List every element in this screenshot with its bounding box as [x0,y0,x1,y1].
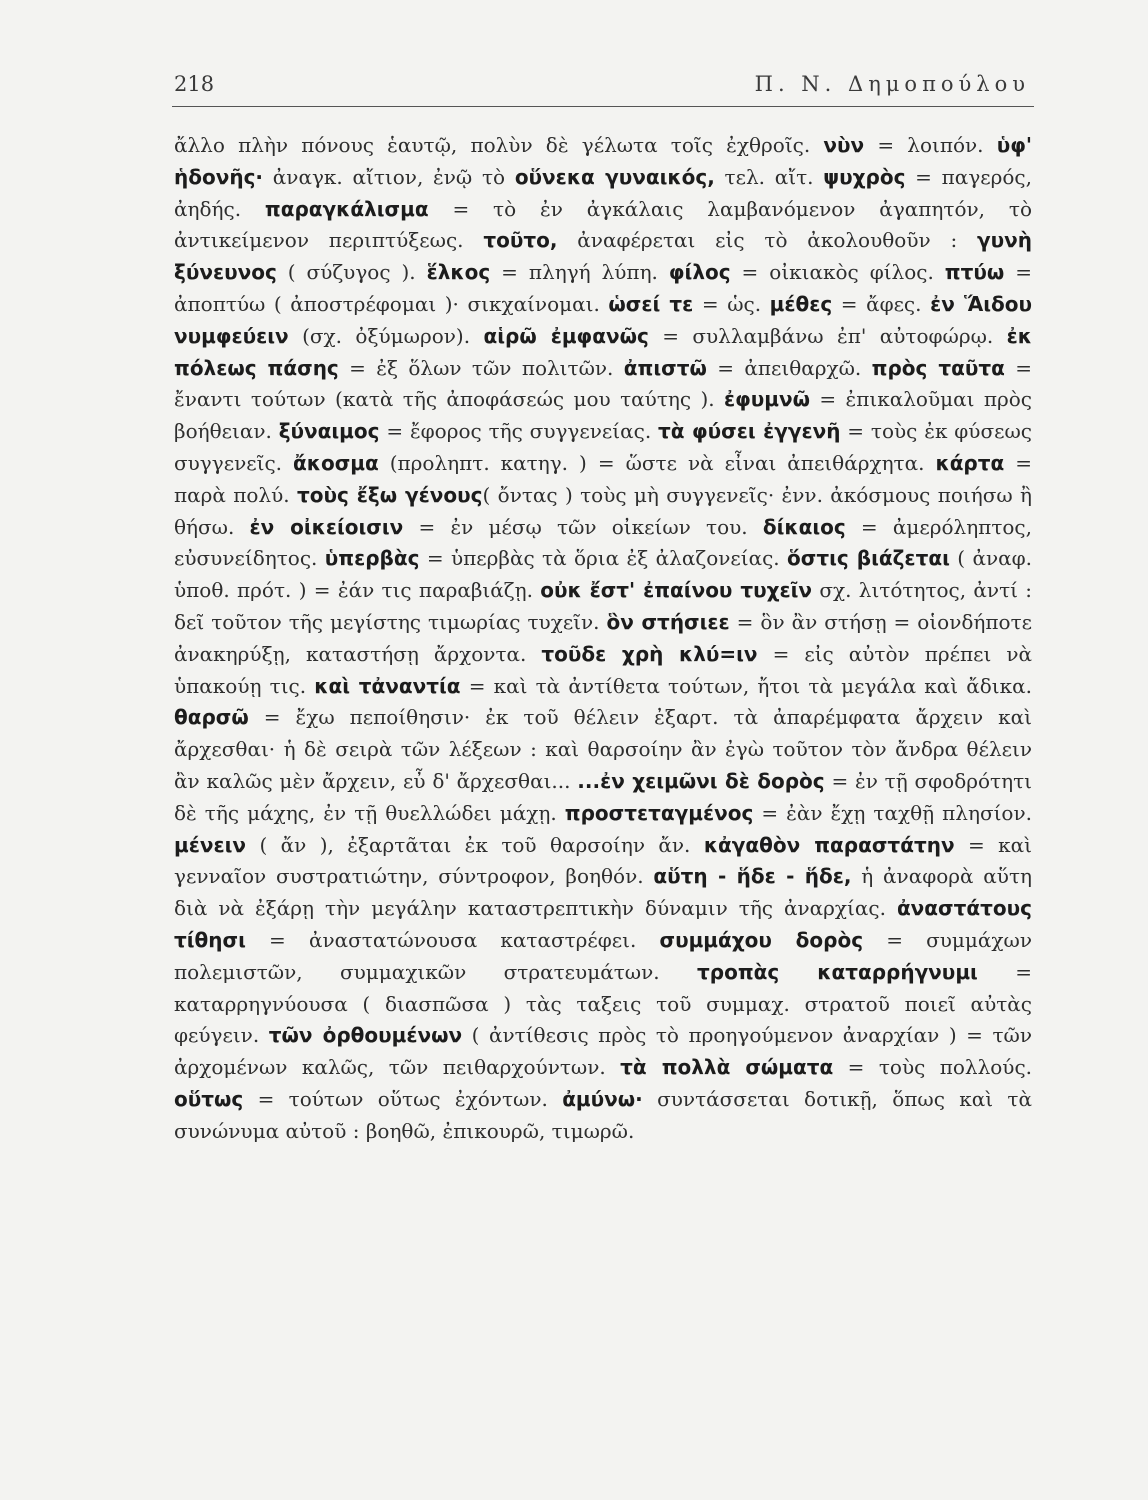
lemma-term: προστεταγμένος [564,800,754,825]
gloss-text: ( σύζυγος ). [276,260,427,285]
gloss-text: ἡ ἀναφορὰ αὕτη διὰ νὰ ἐξάρῃ τὴν μεγάλην καταστρεπτικὴν δύναμιν τῆς ἀναρχίας. [174,864,1032,921]
gloss-text: = ἔχω πεποίθησιν· ἐκ τοῦ θέλειν ἐξαρτ. τὰ ἀπαρέμφατα ἄρχειν καὶ ἄρχεσθαι· ἡ δὲ σειρὰ τῶν λέξεων : καὶ θαρσοίην ἂν ἐγὼ τοῦτον τὸν ἄνδρα θέλειν ἂν καλῶς μὲν ἄρχειν, εὖ δ' ἄρχεσθαι... [174,705,1032,793]
lemma-term: τοῦτο, [483,228,558,253]
lemma-term: οὐκ ἔστ' ἐπαίνου τυχεῖν [540,578,813,603]
lemma-term: τοῦδε χρὴ κλύ=ιν [541,641,758,666]
gloss-text: = τοὺς πολλούς. [833,1055,1033,1080]
lemma-term: γυνὴ ξύνευνος [174,228,1033,285]
gloss-text: ( ὄντας ) τοὺς μὴ συγγενεῖς· ἐνν. ἀκόσμους ποιήσω ἢ θήσω. [174,482,1032,539]
gloss-text: = εἰς αὐτὸν πρέπει νὰ ὑπακούῃ τις. [174,641,1033,698]
lemma-term: καὶ τἀναντία [314,673,461,698]
lemma-term: ὑφ' ἡδονῆς· [174,133,1032,189]
page-number: 218 [174,72,215,96]
lemma-term: τοὺς ἔξω γένους [296,482,483,507]
gloss-text: ( ἀναφ. ὑποθ. πρότ. ) = ἐάν τις παραβιάζῃ. [174,546,1032,603]
gloss-text: ἄλλο πλὴν πόνους ἑαυτῷ, πολὺν δὲ γέλωτα τοῖς ἐχθροῖς. [174,133,824,157]
lemma-term: τροπὰς καταρρήγνυμι [697,959,978,984]
gloss-text: = ἐὰν ἔχῃ ταχθῇ πλησίον. [753,800,1032,825]
gloss-text: = ἀμερόληπτος, εὐσυνείδητος. [174,514,1032,571]
lemma-term: ἀπιστῶ [623,355,707,380]
lemma-term: φίλος [668,260,731,285]
gloss-text: ( ἀντίθεσις πρὸς τὸ προηγούμενον ἀναρχίαν ) = τῶν ἀρχομένων καλῶς, τῶν πειθαρχούντων. [174,1023,1032,1080]
lemma-term: αὕτη - ἥδε - ἥδε, [653,864,852,889]
lemma-term: ἄκοσμα [293,450,379,475]
gloss-text: = ἐξ ὅλων τῶν πολιτῶν. [338,355,624,380]
gloss-text: = ἄφες. [832,291,931,316]
lemma-term: μένειν [174,832,247,857]
gloss-text: = ὃν ἂν στήσῃ = οἱονδήποτε ἀνακηρύξῃ, καταστήσῃ ἄρχοντα. [174,609,1032,666]
lemma-term: τῶν ὀρθουμένων [268,1023,463,1048]
lemma-term: δίκαιος [762,514,846,539]
lemma-term: θαρσῶ [174,705,249,730]
gloss-text: (σχ. ὀξύμωρον). [288,323,484,348]
gloss-text: τελ. αἴτ. [714,164,824,189]
gloss-text: = τοὺς ἐκ φύσεως συγγενεῖς. [174,419,1032,475]
running-head: Π. Ν. Δημοπούλου [754,72,1030,96]
lemma-term: μέθες [769,291,833,316]
lemma-term: ὑπερβὰς [324,546,420,571]
lemma-term: συμμάχου δορὸς [659,927,864,952]
lemma-term: ψυχρὸς [823,164,906,189]
lemma-term: ἀμύνω· [562,1086,643,1111]
lemma-term: τὰ φύσει ἐγγενῆ [658,419,841,444]
gloss-text: = ἔφορος τῆς συγγενείας. [379,419,659,444]
lemma-term: ἐκ πόλεως πάσης [174,323,1032,380]
gloss-text: = παγερός, ἀηδής. [174,164,1032,221]
gloss-text: = καὶ τὰ ἀντίθετα τούτων, ἤτοι τὰ μεγάλα καὶ ἄδικα. [460,673,1033,698]
gloss-text: = λοιπόν. [864,133,997,157]
gloss-text: ( ἄν ), ἐξαρτᾶται ἐκ τοῦ θαρσοίην ἄν. [246,832,704,857]
gloss-text: = συλλαμβάνω ἐπ' αὐτοφώρῳ. [648,323,1007,348]
lemma-term: νὺν [823,133,865,157]
lemma-term: αἱρῶ ἐμφανῶς [483,323,649,348]
lemma-term: πτύω [944,260,1005,285]
gloss-text: = τούτων οὕτως ἐχόντων. [243,1086,563,1111]
gloss-text: = ὑπερβὰς τὰ ὅρια ἐξ ἀλαζονείας. [419,546,788,571]
lemma-term: ξύναιμος [278,419,380,444]
gloss-text: = συμμάχων πολεμιστῶν, συμμαχικῶν στρατευμάτων. [174,927,1032,984]
gloss-text: = ἐν μέσῳ τῶν οἰκείων του. [403,514,763,539]
gloss-text: συντάσσεται δοτικῇ, ὅπως καὶ τὰ συνώνυμα αὐτοῦ : βοηθῶ, ἐπικουρῶ, τιμωρῶ. [174,1086,1032,1143]
lemma-term: πρὸς ταῦτα [871,355,1005,380]
lemma-term: τὰ πολλὰ σώματα [620,1055,834,1080]
lemma-term: ἀναστάτους τίθησι [174,896,1032,952]
gloss-text: = παρὰ πολύ. [174,450,1033,507]
lemma-term: κάρτα [935,450,1005,475]
lemma-term: παραγκάλισμα [264,196,429,221]
page-header [172,66,1034,107]
gloss-text: = ἐν τῇ σφοδρότητι δὲ τῆς μάχης, ἐν τῇ θυελλώδει μάχῃ. [174,768,1033,825]
gloss-text: = καὶ γενναῖον συστρατιώτην, σύντροφον, βοηθόν. [174,832,1032,889]
gloss-text: ἀναφέρεται εἰς τὸ ἀκολουθοῦν : [557,228,978,253]
gloss-text: = ἀναστατώνουσα καταστρέφει. [245,927,660,952]
gloss-text: = πληγή λύπη. [490,260,669,285]
lemma-term: ὡσεί τε [608,291,694,316]
gloss-text: (προληπτ. κατηγ. ) = ὥστε νὰ εἶναι ἀπειθάρχητα. [378,450,936,475]
lemma-term: ὃν στήσιεε [606,609,730,634]
lemma-term: οὕνεκα γυναικός, [514,164,715,189]
lemma-term: ὅστις βιάζεται [787,546,950,571]
commentary-text [174,130,1032,1148]
gloss-text: = οἰκιακὸς φίλος. [730,260,945,285]
gloss-text: ἀναγκ. αἴτιον, ἐνῷ τὸ [263,164,515,189]
gloss-text: = καταρρηγνύουσα ( διασπῶσα ) τὰς ταξεις τοῦ συμμαχ. στρατοῦ ποιεῖ αὐτὰς φεύγειν. [174,959,1032,1048]
lemma-term: κἀγαθὸν παραστάτην [703,832,955,857]
gloss-text: = ἀπειθαρχῶ. [706,355,872,380]
lemma-term: ἐφυμνῶ [723,387,810,412]
lemma-term: ...ἐν χειμῶνι δὲ δορὸς [577,768,825,793]
lemma-term: ἐν Ἅιδου νυμφεύειν [174,291,1033,348]
gloss-text: = ὡς. [693,291,770,316]
gloss-text: = ἐπικαλοῦμαι πρὸς βοήθειαν. [174,387,1032,444]
lemma-term: ἐν οἰκείοισιν [249,514,404,539]
lemma-term: οὕτως [174,1086,244,1111]
gloss-text: = ἀποπτύω ( ἀποστρέφομαι )· σικχαίνομαι. [174,260,1032,316]
gloss-text: = τὸ ἐν ἀγκάλαις λαμβανόμενον ἀγαπητόν, τὸ ἀντικείμενον περιπτύξεως. [174,196,1032,253]
lemma-term: ἕλκος [426,260,491,285]
commentary-paragraph [174,130,1032,1148]
gloss-text: = ἔναντι τούτων (κατὰ τῆς ἀποφάσεώς μου ταύτης ). [174,355,1032,412]
gloss-text: σχ. λιτότητος, ἀντί : δεῖ τοῦτον τῆς μεγίστης τιμωρίας τυχεῖν. [174,578,1033,634]
